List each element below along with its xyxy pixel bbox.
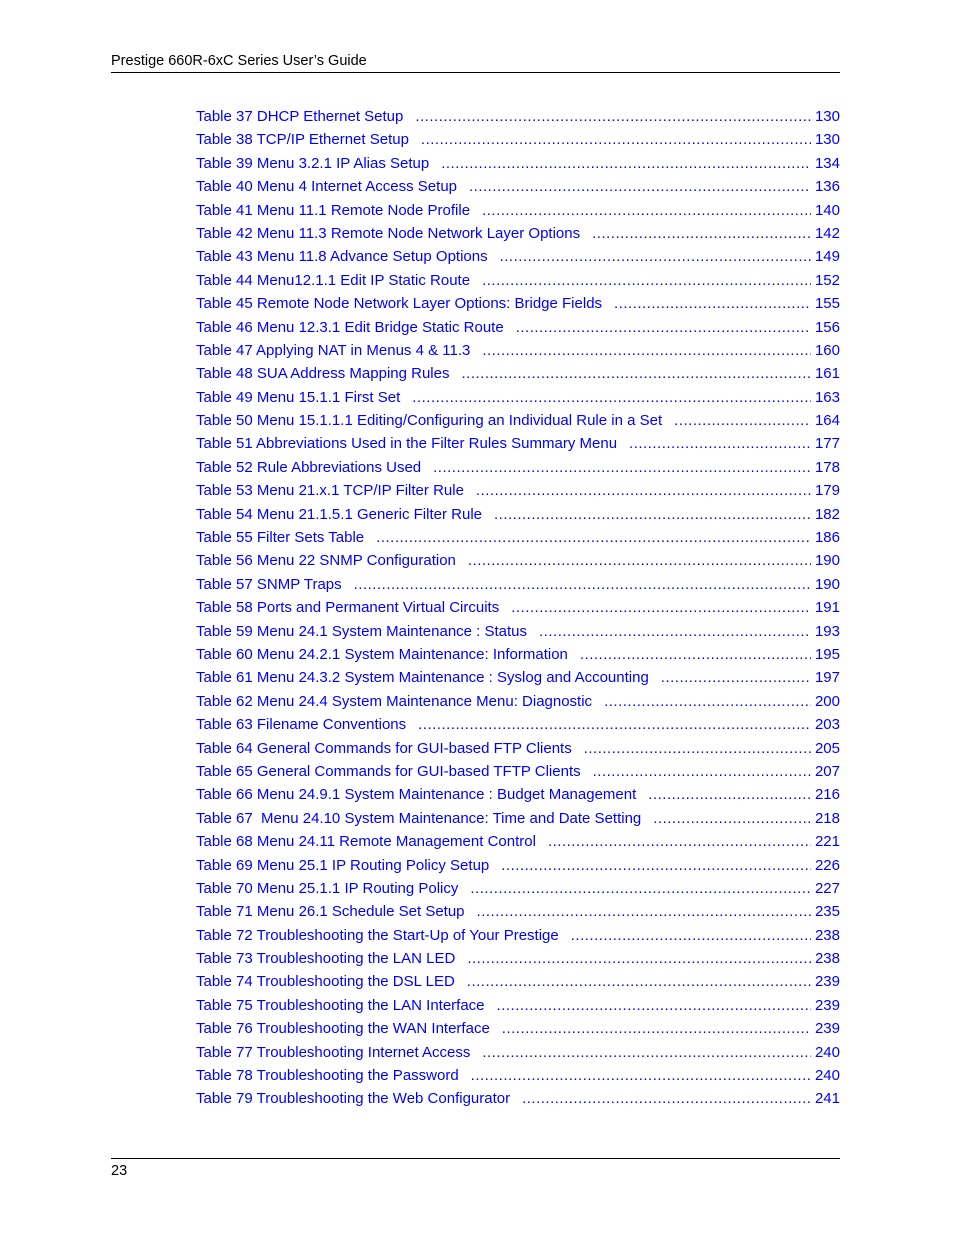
toc-entry-page: 227: [814, 879, 840, 897]
dot-leader: [482, 269, 811, 292]
dot-leader: [580, 643, 811, 666]
toc-entry-page: 160: [814, 341, 840, 359]
toc-entry-page: 216: [814, 786, 840, 804]
dot-leader: [433, 456, 811, 479]
dot-leader: [497, 994, 811, 1017]
toc-entry[interactable]: [196, 1041, 840, 1064]
dot-leader: [441, 152, 811, 175]
toc-entry[interactable]: [196, 1017, 840, 1040]
toc-entry-page: 136: [814, 178, 840, 196]
toc-entry-title: Table 74 Troubleshooting the DSL LED: [196, 973, 455, 991]
dot-leader: [482, 339, 811, 362]
toc-entry[interactable]: [196, 970, 840, 993]
dot-leader: [412, 386, 811, 409]
toc-entry-title: Table 51 Abbreviations Used in the Filter Rules Summary Menu: [196, 435, 618, 453]
toc-entry-page: 239: [814, 973, 840, 991]
toc-entry-title: Table 41 Menu 11.1 Remote Node Profile: [196, 201, 471, 219]
dot-leader: [674, 409, 811, 432]
toc-entry[interactable]: [196, 549, 840, 572]
dot-leader: [482, 1041, 811, 1064]
dot-leader: [470, 877, 811, 900]
toc-entry-title: Table 40 Menu 4 Internet Access Setup: [196, 178, 457, 196]
toc-entry-title: Table 63 Filename Conventions: [196, 716, 407, 734]
toc-entry[interactable]: [196, 316, 840, 339]
dot-leader: [593, 760, 811, 783]
toc-entry-page: 155: [814, 295, 840, 313]
dot-leader: [592, 222, 811, 245]
toc-entry-page: 140: [814, 201, 840, 219]
toc-entry[interactable]: [196, 456, 840, 479]
toc-entry-title: Table 66 Menu 24.9.1 System Maintenance : Budget Management: [196, 786, 637, 804]
toc-entry-title: Table 46 Menu 12.3.1 Edit Bridge Static Route: [196, 318, 504, 336]
toc-entry[interactable]: [196, 199, 840, 222]
toc-entry-page: 134: [814, 154, 840, 172]
toc-entry-title: Table 49 Menu 15.1.1 First Set: [196, 388, 401, 406]
toc-entry-page: 161: [814, 365, 840, 383]
toc-entry-title: Table 45 Remote Node Network Layer Options: Bridge Fields: [196, 295, 603, 313]
toc-entry[interactable]: [196, 994, 840, 1017]
dot-leader: [461, 362, 810, 385]
toc-entry-page: 238: [814, 926, 840, 944]
toc-entry-page: 130: [814, 108, 840, 125]
toc-entry[interactable]: [196, 877, 840, 900]
toc-entry[interactable]: [196, 245, 840, 268]
dot-leader: [604, 690, 811, 713]
toc-entry-page: 190: [814, 552, 840, 570]
toc-entry-page: 226: [814, 856, 840, 874]
toc-entry-title: Table 43 Menu 11.8 Advance Setup Options: [196, 248, 488, 266]
toc-entry-title: Table 72 Troubleshooting the Start-Up of Your Prestige: [196, 926, 559, 944]
toc-entry[interactable]: [196, 830, 840, 853]
toc-entry-page: 207: [814, 762, 840, 780]
toc-entry-title: Table 57 SNMP Traps: [196, 575, 342, 593]
toc-entry-title: Table 68 Menu 24.11 Remote Management Control: [196, 833, 536, 851]
dot-leader: [467, 947, 811, 970]
dot-leader: [522, 1087, 811, 1110]
toc-entry-page: 200: [814, 692, 840, 710]
toc-entry-page: 156: [814, 318, 840, 336]
toc-entry-title: Table 42 Menu 11.3 Remote Node Network Layer Options: [196, 224, 581, 242]
toc-entry[interactable]: [196, 666, 840, 689]
toc-entry[interactable]: [196, 175, 840, 198]
toc-entry[interactable]: [196, 362, 840, 385]
toc-entry[interactable]: [196, 643, 840, 666]
toc-entry[interactable]: [196, 596, 840, 619]
toc-entry[interactable]: [196, 152, 840, 175]
toc-entry-page: 177: [814, 435, 840, 453]
toc-entry[interactable]: [196, 105, 840, 128]
toc-entry-title: Table 38 TCP/IP Ethernet Setup: [196, 131, 409, 149]
toc-entry-title: Table 65 General Commands for GUI-based TFTP Clients: [196, 762, 581, 780]
toc-entry-title: Table 56 Menu 22 SNMP Configuration: [196, 552, 456, 570]
dot-leader: [421, 128, 811, 151]
toc-entry-page: 240: [814, 1043, 840, 1061]
dot-leader: [415, 105, 811, 128]
toc-entry-title: Table 73 Troubleshooting the LAN LED: [196, 950, 456, 968]
toc-entry[interactable]: [196, 690, 840, 713]
toc-entry-page: 238: [814, 950, 840, 968]
toc-entry[interactable]: [196, 503, 840, 526]
toc-entry[interactable]: [196, 713, 840, 736]
toc-entry[interactable]: [196, 432, 840, 455]
toc-entry[interactable]: [196, 386, 840, 409]
dot-leader: [471, 1064, 811, 1087]
toc-entry-page: 149: [814, 248, 840, 266]
toc-entry-title: Table 59 Menu 24.1 System Maintenance : Status: [196, 622, 528, 640]
toc-entry-title: Table 64 General Commands for GUI-based FTP Clients: [196, 739, 572, 757]
toc-entry-page: 203: [814, 716, 840, 734]
toc-entry-title: Table 75 Troubleshooting the LAN Interface: [196, 996, 485, 1014]
toc-entry-page: 178: [814, 458, 840, 476]
toc-entry-title: Table 69 Menu 25.1 IP Routing Policy Setup: [196, 856, 490, 874]
toc-entry-page: 179: [814, 482, 840, 500]
toc-entry-title: Table 58 Ports and Permanent Virtual Circuits: [196, 599, 500, 617]
toc-entry-title: Table 55 Filter Sets Table: [196, 529, 365, 547]
toc-entry[interactable]: [196, 269, 840, 292]
toc-entry[interactable]: [196, 783, 840, 806]
dot-leader: [376, 526, 811, 549]
toc-entry-page: 191: [814, 599, 840, 617]
toc-entry-title: Table 78 Troubleshooting the Password: [196, 1067, 459, 1085]
toc-entry-title: Table 76 Troubleshooting the WAN Interface: [196, 1020, 490, 1038]
toc-entry-title: Table 61 Menu 24.3.2 System Maintenance : Syslog and Accounting: [196, 669, 649, 687]
toc-entry-title: Table 70 Menu 25.1.1 IP Routing Policy: [196, 879, 459, 897]
toc-entry[interactable]: [196, 128, 840, 151]
dot-leader: [502, 1017, 811, 1040]
dot-leader: [648, 783, 811, 806]
dot-leader: [477, 900, 811, 923]
toc-entry[interactable]: [196, 854, 840, 877]
toc-entry-page: 239: [814, 996, 840, 1014]
toc-entry[interactable]: [196, 222, 840, 245]
toc-entry-title: Table 62 Menu 24.4 System Maintenance Menu: Diagnostic: [196, 692, 593, 710]
toc-entry-page: 130: [814, 131, 840, 149]
dot-leader: [511, 596, 811, 619]
dot-leader: [469, 175, 811, 198]
toc-entry-title: Table 79 Troubleshooting the Web Configurator: [196, 1090, 511, 1108]
toc-entry[interactable]: [196, 620, 840, 643]
toc-entry-page: 186: [814, 529, 840, 547]
toc-entry-page: 195: [814, 645, 840, 663]
toc-entry-page: 218: [814, 809, 840, 827]
document-title: Prestige 660R-6xC Series User’s Guide: [111, 53, 367, 69]
dot-leader: [516, 316, 811, 339]
page-header: [111, 50, 840, 73]
dot-leader: [629, 432, 811, 455]
dot-leader: [494, 503, 811, 526]
dot-leader: [614, 292, 811, 315]
toc-entry-title: Table 50 Menu 15.1.1.1 Editing/Configuring an Individual Rule in a Set: [196, 412, 663, 430]
toc-entry-page: 164: [814, 412, 840, 430]
toc-entry[interactable]: [196, 1064, 840, 1087]
toc-entry-title: Table 60 Menu 24.2.1 System Maintenance: Information: [196, 645, 568, 663]
dot-leader: [653, 807, 811, 830]
toc-entry-page: 239: [814, 1020, 840, 1038]
page-number: 23: [111, 1163, 128, 1179]
toc-entry[interactable]: [196, 409, 840, 432]
toc-entry-page: 152: [814, 271, 840, 289]
toc-entry[interactable]: [196, 479, 840, 502]
dot-leader: [500, 245, 811, 268]
toc-entry-title: Table 54 Menu 21.1.5.1 Generic Filter Rule: [196, 505, 482, 523]
toc-entry-page: 163: [814, 388, 840, 406]
dot-leader: [501, 854, 811, 877]
toc-entry-title: Table 39 Menu 3.2.1 IP Alias Setup: [196, 154, 430, 172]
toc-entry[interactable]: [196, 1087, 840, 1110]
toc-entry-title: Table 71 Menu 26.1 Schedule Set Setup: [196, 903, 465, 921]
toc-entry-page: 182: [814, 505, 840, 523]
dot-leader: [354, 573, 811, 596]
toc-entry[interactable]: [196, 573, 840, 596]
dot-leader: [476, 479, 811, 502]
dot-leader: [571, 924, 811, 947]
page-footer: [111, 1158, 840, 1179]
toc-entry-page: 221: [814, 833, 840, 851]
toc-entry-page: 240: [814, 1067, 840, 1085]
toc-entry[interactable]: [196, 760, 840, 783]
dot-leader: [539, 620, 811, 643]
toc-entry[interactable]: [196, 292, 840, 315]
list-of-tables: [196, 105, 840, 1111]
toc-entry[interactable]: [196, 900, 840, 923]
toc-entry[interactable]: [196, 737, 840, 760]
toc-entry-title: Table 48 SUA Address Mapping Rules: [196, 365, 450, 383]
toc-entry[interactable]: [196, 947, 840, 970]
toc-entry-page: 205: [814, 739, 840, 757]
dot-leader: [661, 666, 811, 689]
dot-leader: [467, 970, 811, 993]
toc-entry-page: 241: [814, 1090, 840, 1108]
toc-entry-page: 193: [814, 622, 840, 640]
toc-entry-page: 235: [814, 903, 840, 921]
toc-entry-title: Table 77 Troubleshooting Internet Access: [196, 1043, 471, 1061]
dot-leader: [418, 713, 811, 736]
toc-entry-title: Table 44 Menu12.1.1 Edit IP Static Route: [196, 271, 471, 289]
toc-entry-page: 190: [814, 575, 840, 593]
toc-entry-title: Table 52 Rule Abbreviations Used: [196, 458, 422, 476]
dot-leader: [482, 199, 811, 222]
toc-entry-page: 142: [814, 224, 840, 242]
dot-leader: [548, 830, 811, 853]
toc-entry[interactable]: [196, 807, 840, 830]
dot-leader: [584, 737, 811, 760]
dot-leader: [468, 549, 811, 572]
toc-entry[interactable]: [196, 339, 840, 362]
toc-entry-title: Table 67 Menu 24.10 System Maintenance: Time and Date Setting: [196, 809, 642, 827]
toc-entry-page: 197: [814, 669, 840, 687]
toc-entry-title: Table 53 Menu 21.x.1 TCP/IP Filter Rule: [196, 482, 464, 500]
toc-entry-title: Table 37 DHCP Ethernet Setup: [196, 108, 404, 125]
toc-entry[interactable]: [196, 526, 840, 549]
toc-entry-title: Table 47 Applying NAT in Menus 4 & 11.3: [196, 341, 471, 359]
toc-entry[interactable]: [196, 924, 840, 947]
